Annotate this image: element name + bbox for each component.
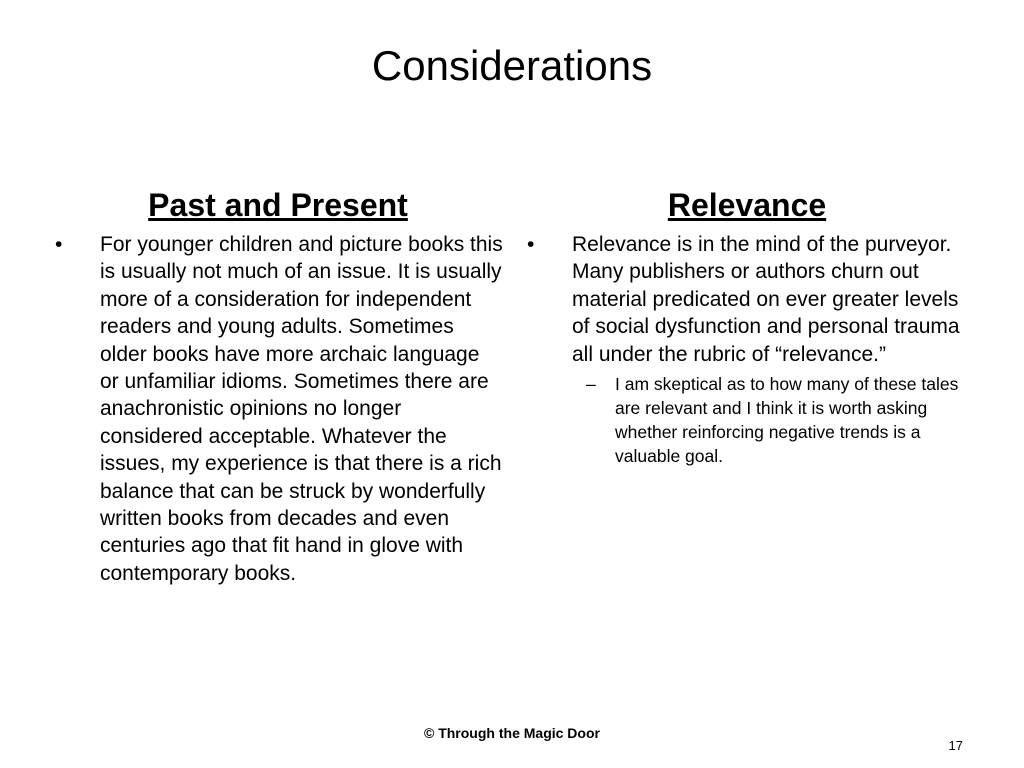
bullet-marker: • — [55, 233, 63, 256]
bullet-item — [527, 231, 977, 368]
sub-bullet-marker: – — [586, 374, 596, 395]
bullet-marker: • — [527, 233, 535, 256]
bullet-text: For younger children and picture books this is usually not much of an issue. It is usually more of a consideration for independent readers and young adults. Sometimes older books have more archaic language or unfamiliar idioms. Sometimes there are anachronistic opinions no longer considered acceptable. Whatever the issues, my experience is that there is a rich balance that can be struck by wonderfully written books from decades and even centuries ago that fit hand in glove with contemporary books. — [100, 233, 503, 585]
sub-bullet-text: I am skeptical as to how many of these tales are relevant and I think it is worth asking whether reinforcing negative trends is a valuable goal. — [615, 374, 959, 467]
left-column — [55, 231, 503, 587]
footer-copyright: © Through the Magic Door — [424, 725, 600, 741]
left-column-heading: Past and Present — [148, 187, 408, 223]
slide-title: Considerations — [371, 42, 653, 89]
page-number: 17 — [948, 738, 963, 753]
bullet-text: Relevance is in the mind of the purveyor. Many publishers or authors churn out material predicated on ever greater levels of social dysfunction and personal trauma all under the rubric of “relevance.” — [572, 233, 960, 366]
sub-bullet-item — [572, 372, 977, 468]
right-column-heading: Relevance — [667, 187, 827, 223]
bullet-item — [55, 231, 503, 587]
right-column — [527, 231, 977, 468]
